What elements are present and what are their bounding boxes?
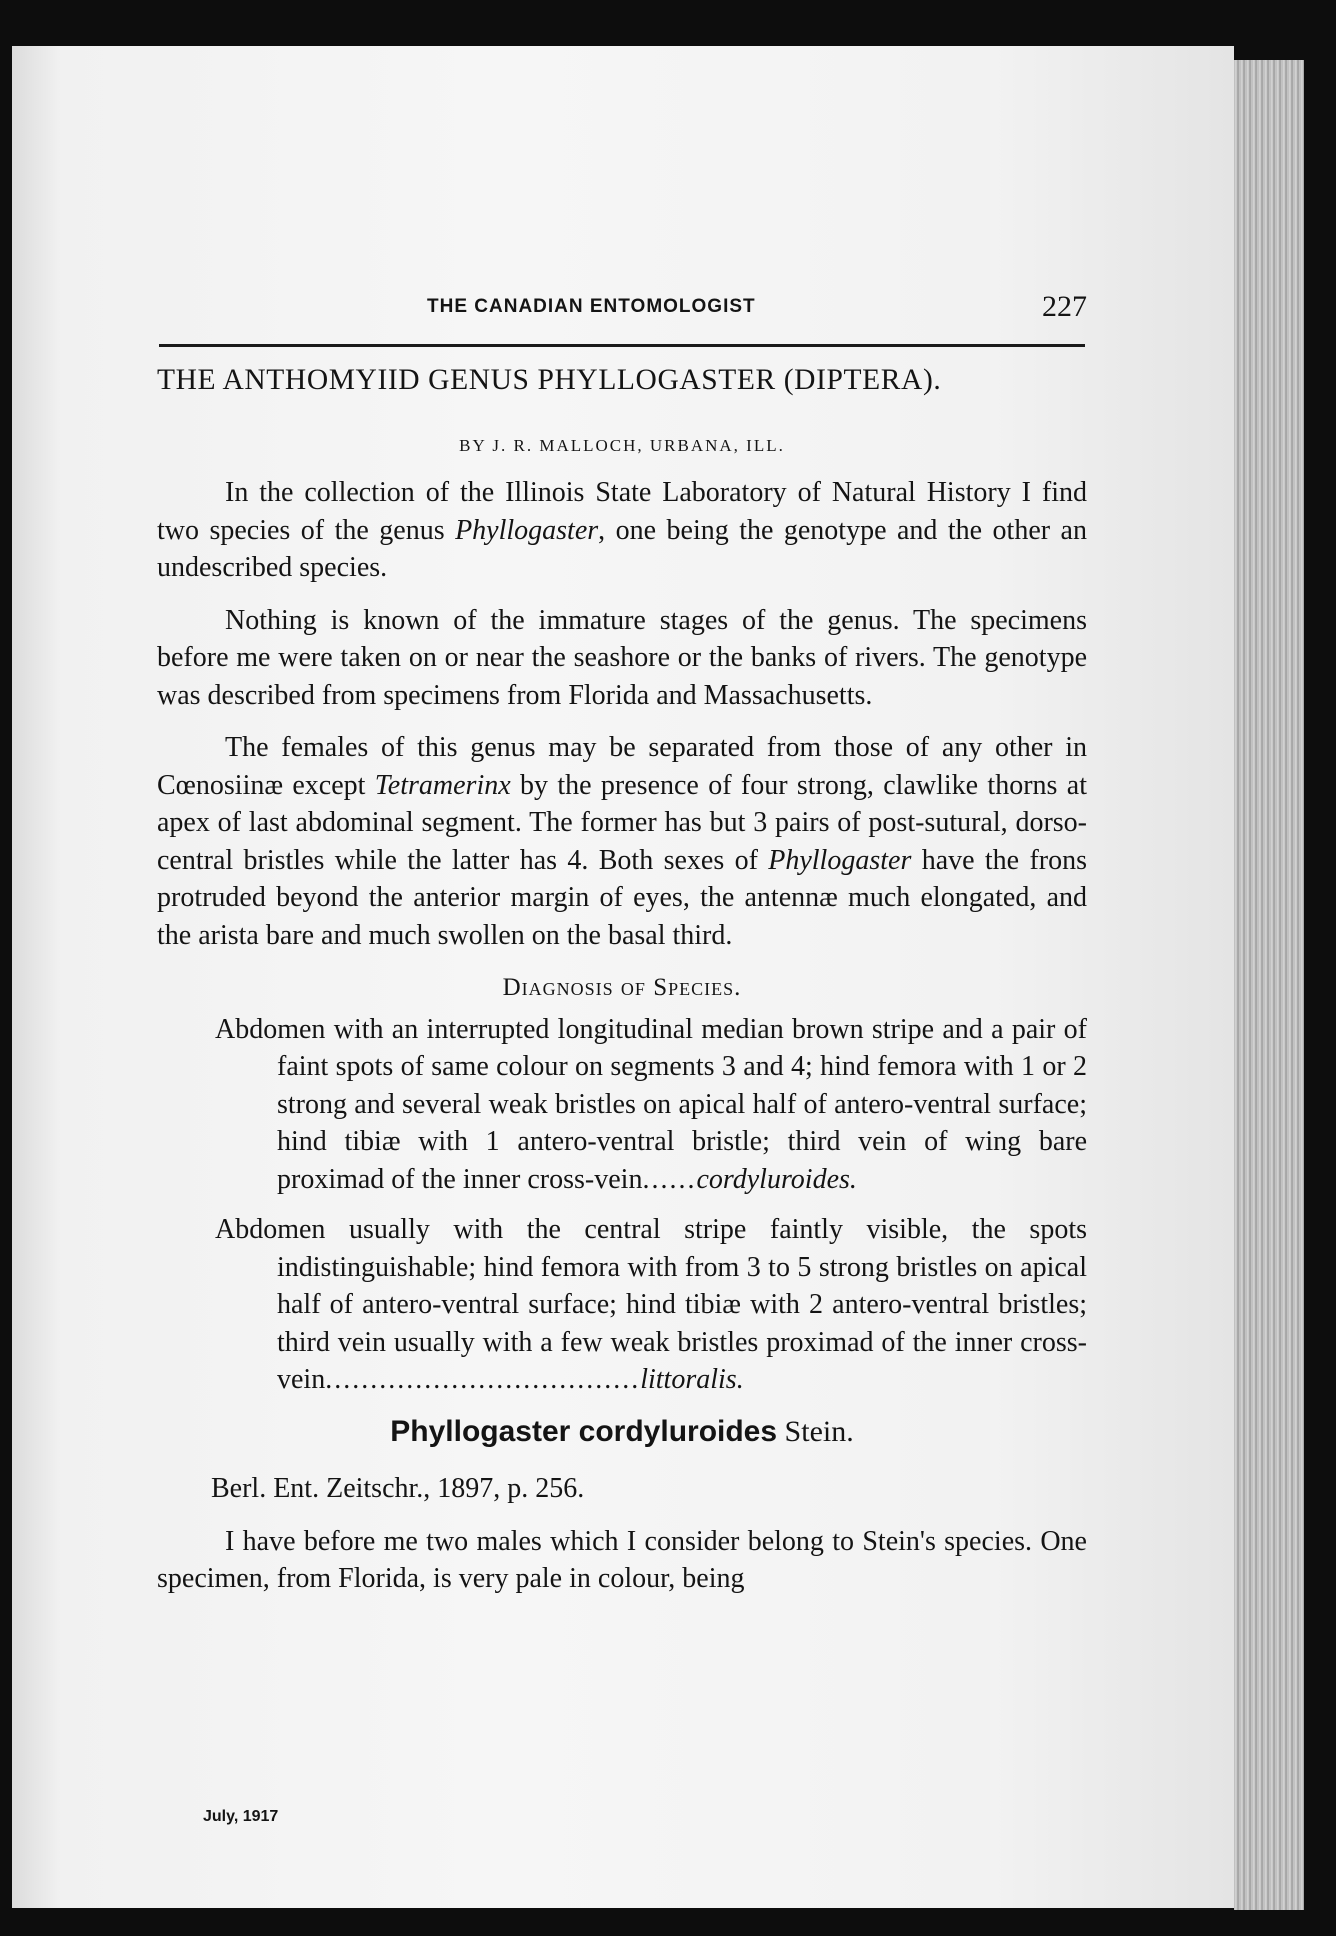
- footer-date: July, 1917: [203, 1808, 279, 1825]
- diagnosis-heading: Diagnosis of Species.: [502, 974, 742, 1001]
- article-byline: BY J. R. MALLOCH, URBANA, ILL.: [459, 436, 785, 455]
- paragraph-3: The females of this genus may be separated from those of any other in Cœnosiinæ except Tetramerinx by the presence of four strong, clawlike thorns at apex of last abdominal segment. The former has but 3 pairs of post-sutural, dorso-central bristles while the latter has 4. Both sexes of Phyllogaster have the frons protruded beyond the anterior margin of eyes, the antennæ much elongated, and the arista bare and much swollen on the basal third.: [157, 732, 1088, 951]
- page-number: 227: [1042, 290, 1087, 323]
- key-entry-2: Abdomen usually with the central stripe faintly visible, the spots indistinguishable; hind femora with from 3 to 5 strong bristles on apical half of antero-ventral surface; hind tibiæ with 2 antero-ventral bristles; third vein usually with a few weak bristles proximad of the inner cross-vein...................................littoralis.: [215, 1214, 1087, 1395]
- page-edges: [1234, 60, 1304, 1910]
- article-title: THE ANTHOMYIID GENUS PHYLLOGASTER (DIPTERA).: [157, 364, 942, 396]
- book-page: [12, 46, 1234, 1908]
- article-body: [157, 474, 1087, 1613]
- journal-name: THE CANADIAN ENTOMOLOGIST: [427, 296, 756, 317]
- paragraph-4: I have before me two males which I consider belong to Stein's species. One specimen, from Florida, is very pale in colour, being: [157, 1525, 1087, 1594]
- genus-name: Phyllogaster: [455, 514, 599, 546]
- species-name: cordyluroides.: [696, 1163, 857, 1195]
- header-rule: [159, 344, 1085, 347]
- genus-name: Tetramerinx: [374, 769, 511, 801]
- paragraph-2: Nothing is known of the immature stages of the genus. The specimens before me were taken on or near the seashore or the banks of rivers. The genotype was described from specimens from Florida and Massachusetts.: [157, 604, 1087, 711]
- species-heading: Phyllogaster cordyluroides Stein.: [390, 1414, 854, 1448]
- running-header: [157, 290, 1087, 330]
- genus-name: Phyllogaster: [768, 844, 912, 876]
- key-entry-1: Abdomen with an interrupted longitudinal median brown stripe and a pair of faint spots of same colour on segments 3 and 4; hind femora with 1 or 2 strong and several weak bristles on apical half of antero-ventral surface; hind tibiæ with 1 antero-ventral bristle; third vein of wing bare proximad of the inner cross-vein......cordyluroides.: [215, 1013, 1087, 1195]
- species-name: littoralis.: [640, 1364, 744, 1395]
- reference-citation: Berl. Ent. Zeitschr., 1897, p. 256.: [211, 1473, 585, 1504]
- paragraph-1: In the collection of the Illinois State Laboratory of Natural History I find two species of the genus Phyllogaster, one being the genotype and the other an undescribed species.: [157, 477, 1087, 583]
